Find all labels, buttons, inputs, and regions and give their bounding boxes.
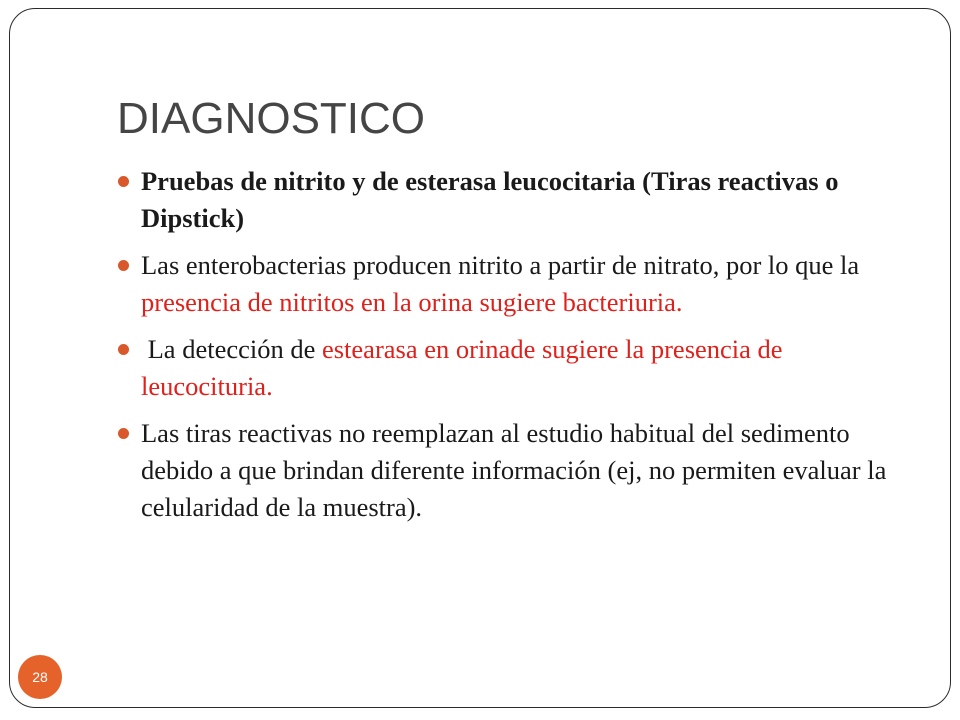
bullet-icon (118, 176, 129, 187)
bullet-icon (118, 260, 129, 271)
slide-title: DIAGNOSTICO (117, 94, 426, 143)
bullet-1-text: Pruebas de nitrito y de esterasa leucocitaria (Tiras reactivas o Dipstick) (141, 166, 839, 233)
bullet-item-2 (118, 247, 908, 321)
slide-frame (9, 8, 951, 708)
bullet-2-text: Las enterobacterias producen nitrito a partir de nitrato, por lo que la (141, 250, 860, 280)
bullet-3-highlight: estearasa en orinade sugiere la presencia de leucocituria. (141, 334, 783, 401)
bullet-icon (118, 428, 129, 439)
bullet-icon (118, 344, 129, 355)
bullet-4-text: Las tiras reactivas no reemplazan al estudio habitual del sedimento debido a que brindan diferente información (ej, no permiten evaluar la celularidad de la muestra). (141, 418, 887, 522)
bullet-item-3 (118, 331, 908, 405)
page-number-badge: 28 (18, 655, 62, 699)
bullet-item-1 (118, 163, 908, 237)
bullet-item-4 (118, 415, 908, 526)
bullet-3-text: La detección de (141, 334, 322, 364)
bullet-list (118, 163, 908, 536)
bullet-2-highlight: presencia de nitritos en la orina sugiere bacteriuria. (141, 287, 683, 317)
